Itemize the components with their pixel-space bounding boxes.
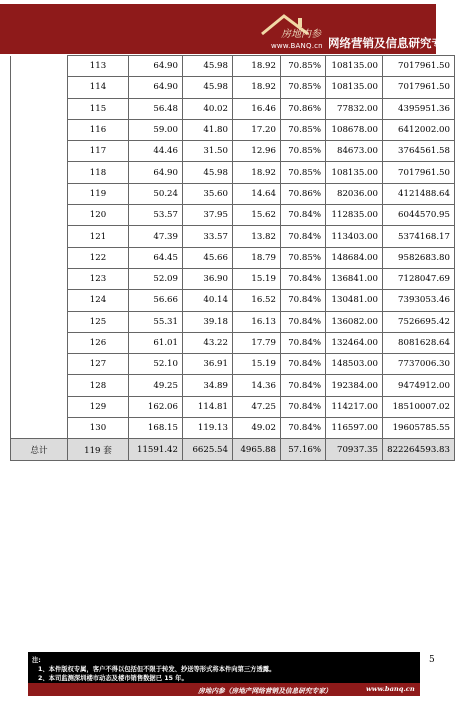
table-cell: 13.82 [233, 226, 281, 247]
table-cell: 64.90 [129, 77, 183, 98]
table-cell: 168.15 [129, 418, 183, 439]
table-cell: 45.98 [183, 77, 233, 98]
group-cell [11, 311, 68, 332]
table-cell: 64.90 [129, 56, 183, 77]
table-cell: 17.20 [233, 119, 281, 140]
table-cell: 55.31 [129, 311, 183, 332]
table-cell: 4121488.64 [383, 183, 455, 204]
table-row [11, 396, 455, 417]
table-row [11, 141, 455, 162]
table-cell: 45.98 [183, 56, 233, 77]
logo-brand: 房地内参 [281, 29, 321, 40]
table-cell: 52.10 [129, 354, 183, 375]
table-cell: 114.81 [183, 396, 233, 417]
table-cell: 15.19 [233, 354, 281, 375]
table-cell: 7393053.46 [383, 290, 455, 311]
table-cell: 64.90 [129, 162, 183, 183]
unit-number-cell: 119 [68, 183, 129, 204]
table-cell: 84673.00 [326, 141, 383, 162]
group-cell [11, 98, 68, 119]
footer-brand-bar [28, 683, 420, 696]
table-cell: 108678.00 [326, 119, 383, 140]
table-cell: 70.86% [281, 98, 326, 119]
table-cell: 70.84% [281, 375, 326, 396]
table-cell: 108135.00 [326, 162, 383, 183]
table-cell: 49.25 [129, 375, 183, 396]
sales-table [10, 55, 455, 461]
table-row [11, 162, 455, 183]
table-cell: 70.86% [281, 183, 326, 204]
table-cell: 15.62 [233, 205, 281, 226]
table-cell: 15.19 [233, 268, 281, 289]
group-cell [11, 226, 68, 247]
table-row [11, 98, 455, 119]
total-cell: 4965.88 [233, 439, 281, 461]
unit-number-cell: 113 [68, 56, 129, 77]
table-cell: 70.85% [281, 162, 326, 183]
page-number: 5 [429, 655, 435, 665]
table-cell: 70.84% [281, 290, 326, 311]
total-cell: 70937.35 [326, 439, 383, 461]
table-cell: 70.84% [281, 354, 326, 375]
logo-url: www.BANQ.cn [271, 42, 323, 50]
group-cell [11, 205, 68, 226]
group-cell [11, 332, 68, 353]
group-cell [11, 375, 68, 396]
table-cell: 39.18 [183, 311, 233, 332]
table-cell: 8081628.64 [383, 332, 455, 353]
table-cell: 56.66 [129, 290, 183, 311]
group-cell [11, 183, 68, 204]
unit-number-cell: 122 [68, 247, 129, 268]
table-cell: 59.00 [129, 119, 183, 140]
table-cell: 4395951.36 [383, 98, 455, 119]
group-cell [11, 247, 68, 268]
total-cell: 822264593.83 [383, 439, 455, 461]
table-cell: 70.84% [281, 205, 326, 226]
table-cell: 7526695.42 [383, 311, 455, 332]
total-units: 119 套 [68, 439, 129, 461]
table-cell: 130481.00 [326, 290, 383, 311]
table-row [11, 119, 455, 140]
table-cell: 56.48 [129, 98, 183, 119]
note-line-2: 2、本司监测深圳楼市动态及楼市销售数据已 15 年。 [38, 675, 188, 682]
table-cell: 3764561.58 [383, 141, 455, 162]
unit-number-cell: 124 [68, 290, 129, 311]
table-cell: 70.84% [281, 268, 326, 289]
table-cell: 136841.00 [326, 268, 383, 289]
table-cell: 16.52 [233, 290, 281, 311]
table-cell: 33.57 [183, 226, 233, 247]
unit-number-cell: 117 [68, 141, 129, 162]
unit-number-cell: 129 [68, 396, 129, 417]
table-cell: 37.95 [183, 205, 233, 226]
header-title: 网络营销及信息研究专家 [328, 36, 455, 50]
table-cell: 45.66 [183, 247, 233, 268]
table-cell: 64.45 [129, 247, 183, 268]
table-row [11, 247, 455, 268]
table-cell: 52.09 [129, 268, 183, 289]
table-cell: 7017961.50 [383, 162, 455, 183]
table-cell: 18.92 [233, 162, 281, 183]
table-cell: 7017961.50 [383, 77, 455, 98]
table-row [11, 183, 455, 204]
table-cell: 70.85% [281, 119, 326, 140]
unit-number-cell: 123 [68, 268, 129, 289]
table-cell: 18.79 [233, 247, 281, 268]
table-cell: 9582683.80 [383, 247, 455, 268]
table-cell: 70.85% [281, 56, 326, 77]
group-cell [11, 162, 68, 183]
table-row [11, 77, 455, 98]
table-cell: 77832.00 [326, 98, 383, 119]
table-cell: 45.98 [183, 162, 233, 183]
unit-number-cell: 118 [68, 162, 129, 183]
note-line-1: 1、本件版权专属，客户不得以包括但不限于转发、抄送等形式将本件向第三方透露。 [38, 666, 276, 673]
group-cell [11, 354, 68, 375]
unit-number-cell: 121 [68, 226, 129, 247]
total-cell: 57.16% [281, 439, 326, 461]
group-cell [11, 418, 68, 439]
group-cell [11, 268, 68, 289]
table-row [11, 226, 455, 247]
table-cell: 70.84% [281, 396, 326, 417]
note-label: 注: [32, 657, 41, 664]
table-cell: 132464.00 [326, 332, 383, 353]
table-cell: 47.39 [129, 226, 183, 247]
table-cell: 113403.00 [326, 226, 383, 247]
table-cell: 6044570.95 [383, 205, 455, 226]
table-row [11, 268, 455, 289]
unit-number-cell: 126 [68, 332, 129, 353]
table-cell: 14.64 [233, 183, 281, 204]
table-cell: 18.92 [233, 56, 281, 77]
unit-number-cell: 127 [68, 354, 129, 375]
table-cell: 16.13 [233, 311, 281, 332]
unit-number-cell: 115 [68, 98, 129, 119]
unit-number-cell: 114 [68, 77, 129, 98]
table-cell: 70.85% [281, 77, 326, 98]
total-label: 总计 [11, 439, 68, 461]
table-cell: 12.96 [233, 141, 281, 162]
table-cell: 49.02 [233, 418, 281, 439]
table-cell: 70.85% [281, 141, 326, 162]
table-cell: 19605785.55 [383, 418, 455, 439]
unit-number-cell: 120 [68, 205, 129, 226]
table-cell: 70.84% [281, 311, 326, 332]
table-cell: 18.92 [233, 77, 281, 98]
table-cell: 34.89 [183, 375, 233, 396]
group-cell [11, 290, 68, 311]
table-cell: 16.46 [233, 98, 281, 119]
table-body [11, 56, 455, 439]
unit-number-cell: 130 [68, 418, 129, 439]
footer-brand: 房地内参（房地产网络营销及信息研究专家） [198, 687, 332, 695]
total-cell: 6625.54 [183, 439, 233, 461]
table-cell: 70.85% [281, 247, 326, 268]
group-cell [11, 77, 68, 98]
table-cell: 53.57 [129, 205, 183, 226]
table-cell: 36.91 [183, 354, 233, 375]
group-cell [11, 141, 68, 162]
table-cell: 7128047.69 [383, 268, 455, 289]
footer-notes [28, 652, 420, 683]
table-cell: 9474912.00 [383, 375, 455, 396]
table-cell: 119.13 [183, 418, 233, 439]
header-banner [0, 4, 455, 54]
table-cell: 14.36 [233, 375, 281, 396]
table-cell: 47.25 [233, 396, 281, 417]
table-cell: 50.24 [129, 183, 183, 204]
table-cell: 41.80 [183, 119, 233, 140]
table-cell: 136082.00 [326, 311, 383, 332]
table-row [11, 205, 455, 226]
table-cell: 40.02 [183, 98, 233, 119]
table-cell: 148503.00 [326, 354, 383, 375]
table-cell: 31.50 [183, 141, 233, 162]
table-cell: 116597.00 [326, 418, 383, 439]
table-cell: 148684.00 [326, 247, 383, 268]
table-cell: 40.14 [183, 290, 233, 311]
group-cell [11, 56, 68, 77]
table-cell: 70.84% [281, 226, 326, 247]
table-cell: 17.79 [233, 332, 281, 353]
table-cell: 7737006.30 [383, 354, 455, 375]
table-cell: 112835.00 [326, 205, 383, 226]
table-row [11, 290, 455, 311]
total-row [11, 439, 455, 461]
table-cell: 61.01 [129, 332, 183, 353]
table-cell: 36.90 [183, 268, 233, 289]
group-cell [11, 119, 68, 140]
table-row [11, 56, 455, 77]
table-cell: 35.60 [183, 183, 233, 204]
total-cell: 11591.42 [129, 439, 183, 461]
table-row [11, 375, 455, 396]
table-cell: 43.22 [183, 332, 233, 353]
table-cell: 108135.00 [326, 77, 383, 98]
table-cell: 18510007.02 [383, 396, 455, 417]
table-cell: 5374168.17 [383, 226, 455, 247]
table-cell: 114217.00 [326, 396, 383, 417]
group-cell [11, 396, 68, 417]
table-cell: 82036.00 [326, 183, 383, 204]
unit-number-cell: 128 [68, 375, 129, 396]
table-cell: 7017961.50 [383, 56, 455, 77]
table-cell: 108135.00 [326, 56, 383, 77]
table-row [11, 332, 455, 353]
table-cell: 6412002.00 [383, 119, 455, 140]
table-row [11, 311, 455, 332]
table-row [11, 418, 455, 439]
unit-number-cell: 125 [68, 311, 129, 332]
table-cell: 162.06 [129, 396, 183, 417]
table-cell: 44.46 [129, 141, 183, 162]
footer-url: www.banq.cn [366, 685, 415, 693]
table-cell: 70.84% [281, 418, 326, 439]
unit-number-cell: 116 [68, 119, 129, 140]
table-cell: 192384.00 [326, 375, 383, 396]
table-row [11, 354, 455, 375]
table-cell: 70.84% [281, 332, 326, 353]
